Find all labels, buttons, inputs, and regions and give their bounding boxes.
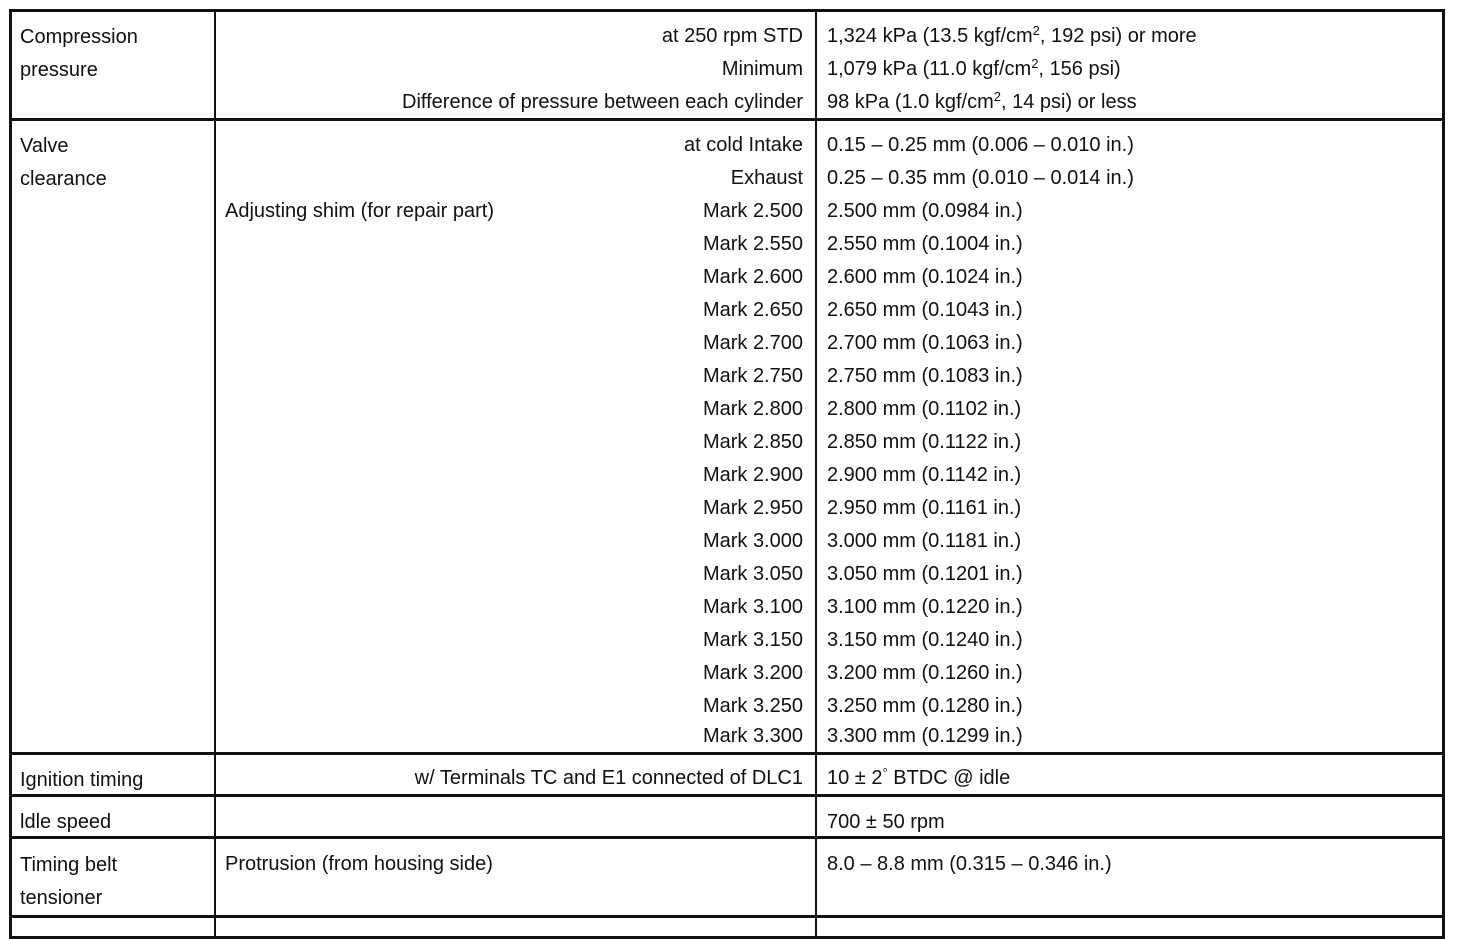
- shim-mark: Mark 2.550: [702, 233, 803, 255]
- ignition-spec: 10 ± 2° BTDC @ idle: [827, 765, 1011, 789]
- spec-table: [9, 9, 1445, 939]
- compression-title: Compression pressure: [20, 26, 138, 81]
- compression-cond-std: at 250 rpm STD: [661, 25, 803, 47]
- col-divider-1: [214, 12, 216, 936]
- tensioner-spec: 8.0 – 8.8 mm (0.315 – 0.346 in.): [827, 853, 1112, 875]
- shim-spec: 2.550 mm (0.1004 in.): [827, 233, 1023, 255]
- row-divider-5: [12, 915, 1442, 918]
- shim-mark: Mark 2.600: [702, 266, 803, 288]
- valve-cond-exhaust: Exhaust: [730, 167, 803, 189]
- shim-spec: 2.600 mm (0.1024 in.): [827, 266, 1023, 288]
- shim-spec: 2.750 mm (0.1083 in.): [827, 365, 1023, 387]
- tensioner-title: Timing belt tensioner: [20, 854, 118, 909]
- shim-spec: 2.950 mm (0.1161 in.): [827, 497, 1022, 519]
- shim-spec: 2.850 mm (0.1122 in.): [827, 431, 1022, 453]
- shim-mark: Mark 3.250: [702, 695, 803, 717]
- shim-mark: Mark 2.900: [702, 464, 803, 486]
- valve-spec-exhaust: 0.25 – 0.35 mm (0.010 – 0.014 in.): [827, 167, 1134, 189]
- shim-label: Adjusting shim (for repair part): [225, 200, 494, 222]
- shim-mark: Mark 3.200: [702, 662, 803, 684]
- shim-mark: Mark 2.850: [702, 431, 803, 453]
- shim-mark: Mark 3.000: [702, 530, 803, 552]
- shim-spec: 3.250 mm (0.1280 in.): [827, 695, 1023, 717]
- ignition-cond: w/ Terminals TC and E1 connected of DLC1: [414, 767, 803, 789]
- shim-spec: 3.300 mm (0.1299 in.): [827, 725, 1023, 747]
- shim-mark: Mark 2.750: [702, 365, 803, 387]
- shim-spec: 2.800 mm (0.1102 in.): [827, 398, 1022, 420]
- shim-spec: 3.200 mm (0.1260 in.): [827, 662, 1023, 684]
- shim-mark: Mark 3.300: [702, 725, 803, 747]
- compression-spec-std: 1,324 kPa (13.5 kgf/$cm^2$, 192 psi) or more: [827, 23, 1197, 47]
- shim-mark: Mark 2.700: [702, 332, 803, 354]
- ignition-title: Ignition timing: [20, 769, 144, 791]
- compression-spec-min: 1,079 kPa (11.0 kgf/$cm^2$, 156 psi): [827, 56, 1121, 80]
- shim-spec: 3.050 mm (0.1201 in.): [827, 563, 1023, 585]
- shim-mark: Mark 3.150: [702, 629, 803, 651]
- shim-spec: 3.100 mm (0.1220 in.): [827, 596, 1023, 618]
- shim-mark: Mark 3.100: [702, 596, 803, 618]
- shim-mark: Mark 2.500: [702, 200, 803, 222]
- valve-title: Valve clearance: [20, 135, 107, 190]
- compression-cond-min: Minimum: [721, 58, 803, 80]
- compression-cond-diff: Difference of pressure between each cylinder: [402, 91, 803, 113]
- shim-spec: 2.500 mm (0.0984 in.): [827, 200, 1023, 222]
- shim-spec: 3.150 mm (0.1240 in.): [827, 629, 1023, 651]
- idle-title: ldle speed: [20, 811, 112, 833]
- shim-mark: Mark 2.950: [702, 497, 803, 519]
- col-divider-2: [815, 12, 817, 936]
- shim-spec: 2.650 mm (0.1043 in.): [827, 299, 1023, 321]
- valve-spec-intake: 0.15 – 0.25 mm (0.006 – 0.010 in.): [827, 134, 1134, 156]
- tensioner-cond: Protrusion (from housing side): [225, 853, 493, 875]
- compression-spec-diff: 98 kPa (1.0 kgf/$cm^2$, 14 psi) or less: [827, 89, 1137, 113]
- shim-mark: Mark 2.800: [702, 398, 803, 420]
- idle-spec: 700 ± 50 rpm: [827, 811, 945, 833]
- shim-mark: Mark 2.650: [702, 299, 803, 321]
- shim-spec: 2.700 mm (0.1063 in.): [827, 332, 1023, 354]
- shim-spec: 2.900 mm (0.1142 in.): [827, 464, 1022, 486]
- shim-spec: 3.000 mm (0.1181 in.): [827, 530, 1022, 552]
- valve-cond-intake: at cold Intake: [684, 134, 803, 156]
- row-divider-4: [12, 836, 1442, 839]
- shim-mark: Mark 3.050: [702, 563, 803, 585]
